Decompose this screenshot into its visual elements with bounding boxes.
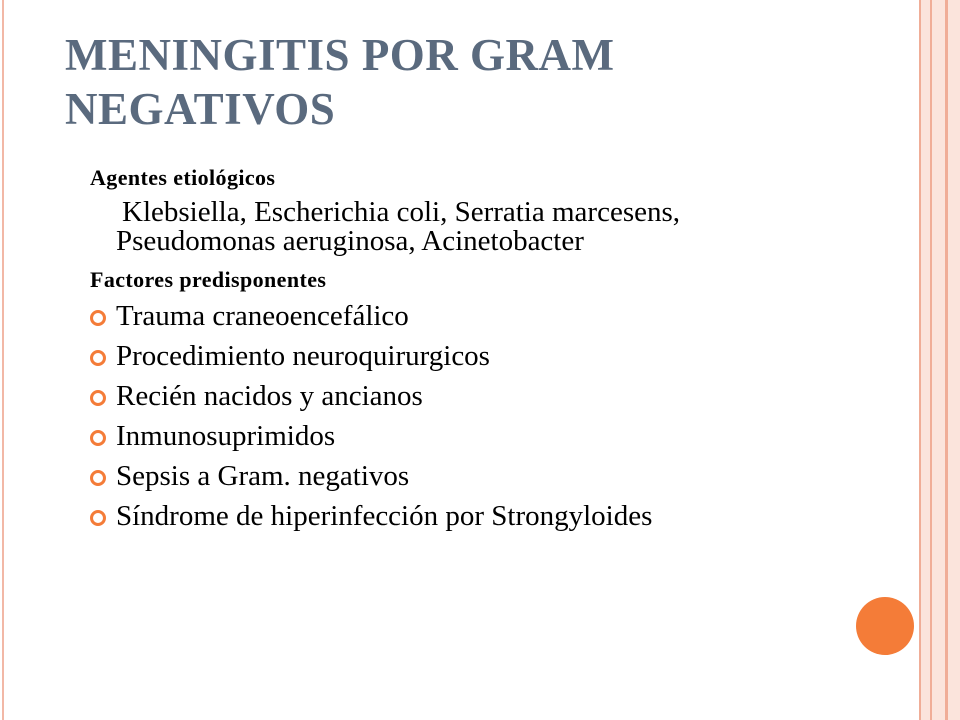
factors-list	[90, 302, 870, 531]
right-frame-line	[945, 0, 948, 720]
list-item	[90, 342, 766, 371]
slide-title: MENINGITIS POR GRAM NEGATIVOS	[65, 30, 615, 134]
left-frame-line	[2, 0, 4, 720]
list-item	[90, 382, 766, 411]
bullet-circle-icon	[90, 350, 106, 366]
list-item-text: Síndrome de hiperinfección por Strongyloides	[116, 500, 653, 532]
decorative-circle	[856, 597, 914, 655]
right-frame-line	[930, 0, 932, 720]
list-item	[90, 462, 766, 491]
list-item	[90, 302, 766, 331]
bullet-circle-icon	[90, 390, 106, 406]
right-frame-line	[919, 0, 921, 720]
list-item	[90, 422, 766, 451]
factors-heading: Factores predisponentes	[90, 267, 327, 292]
agents-text: Klebsiella, Escherichia coli, Serratia marcesens, Pseudomonas aeruginosa, Acinetobacter	[116, 196, 681, 257]
bullet-circle-icon	[90, 510, 106, 526]
list-item-text: Procedimiento neuroquirurgicos	[116, 340, 490, 372]
list-item-text: Recién nacidos y ancianos	[116, 380, 423, 412]
bullet-circle-icon	[90, 470, 106, 486]
right-frame-band	[919, 0, 960, 720]
agents-heading: Agentes etiológicos	[90, 165, 276, 190]
bullet-circle-icon	[90, 310, 106, 326]
list-item	[90, 502, 766, 531]
slide-content	[90, 164, 870, 542]
list-item-text: Sepsis a Gram. negativos	[116, 460, 410, 492]
bullet-circle-icon	[90, 430, 106, 446]
list-item-text: Inmunosuprimidos	[116, 420, 336, 452]
list-item-text: Trauma craneoencefálico	[116, 300, 409, 332]
